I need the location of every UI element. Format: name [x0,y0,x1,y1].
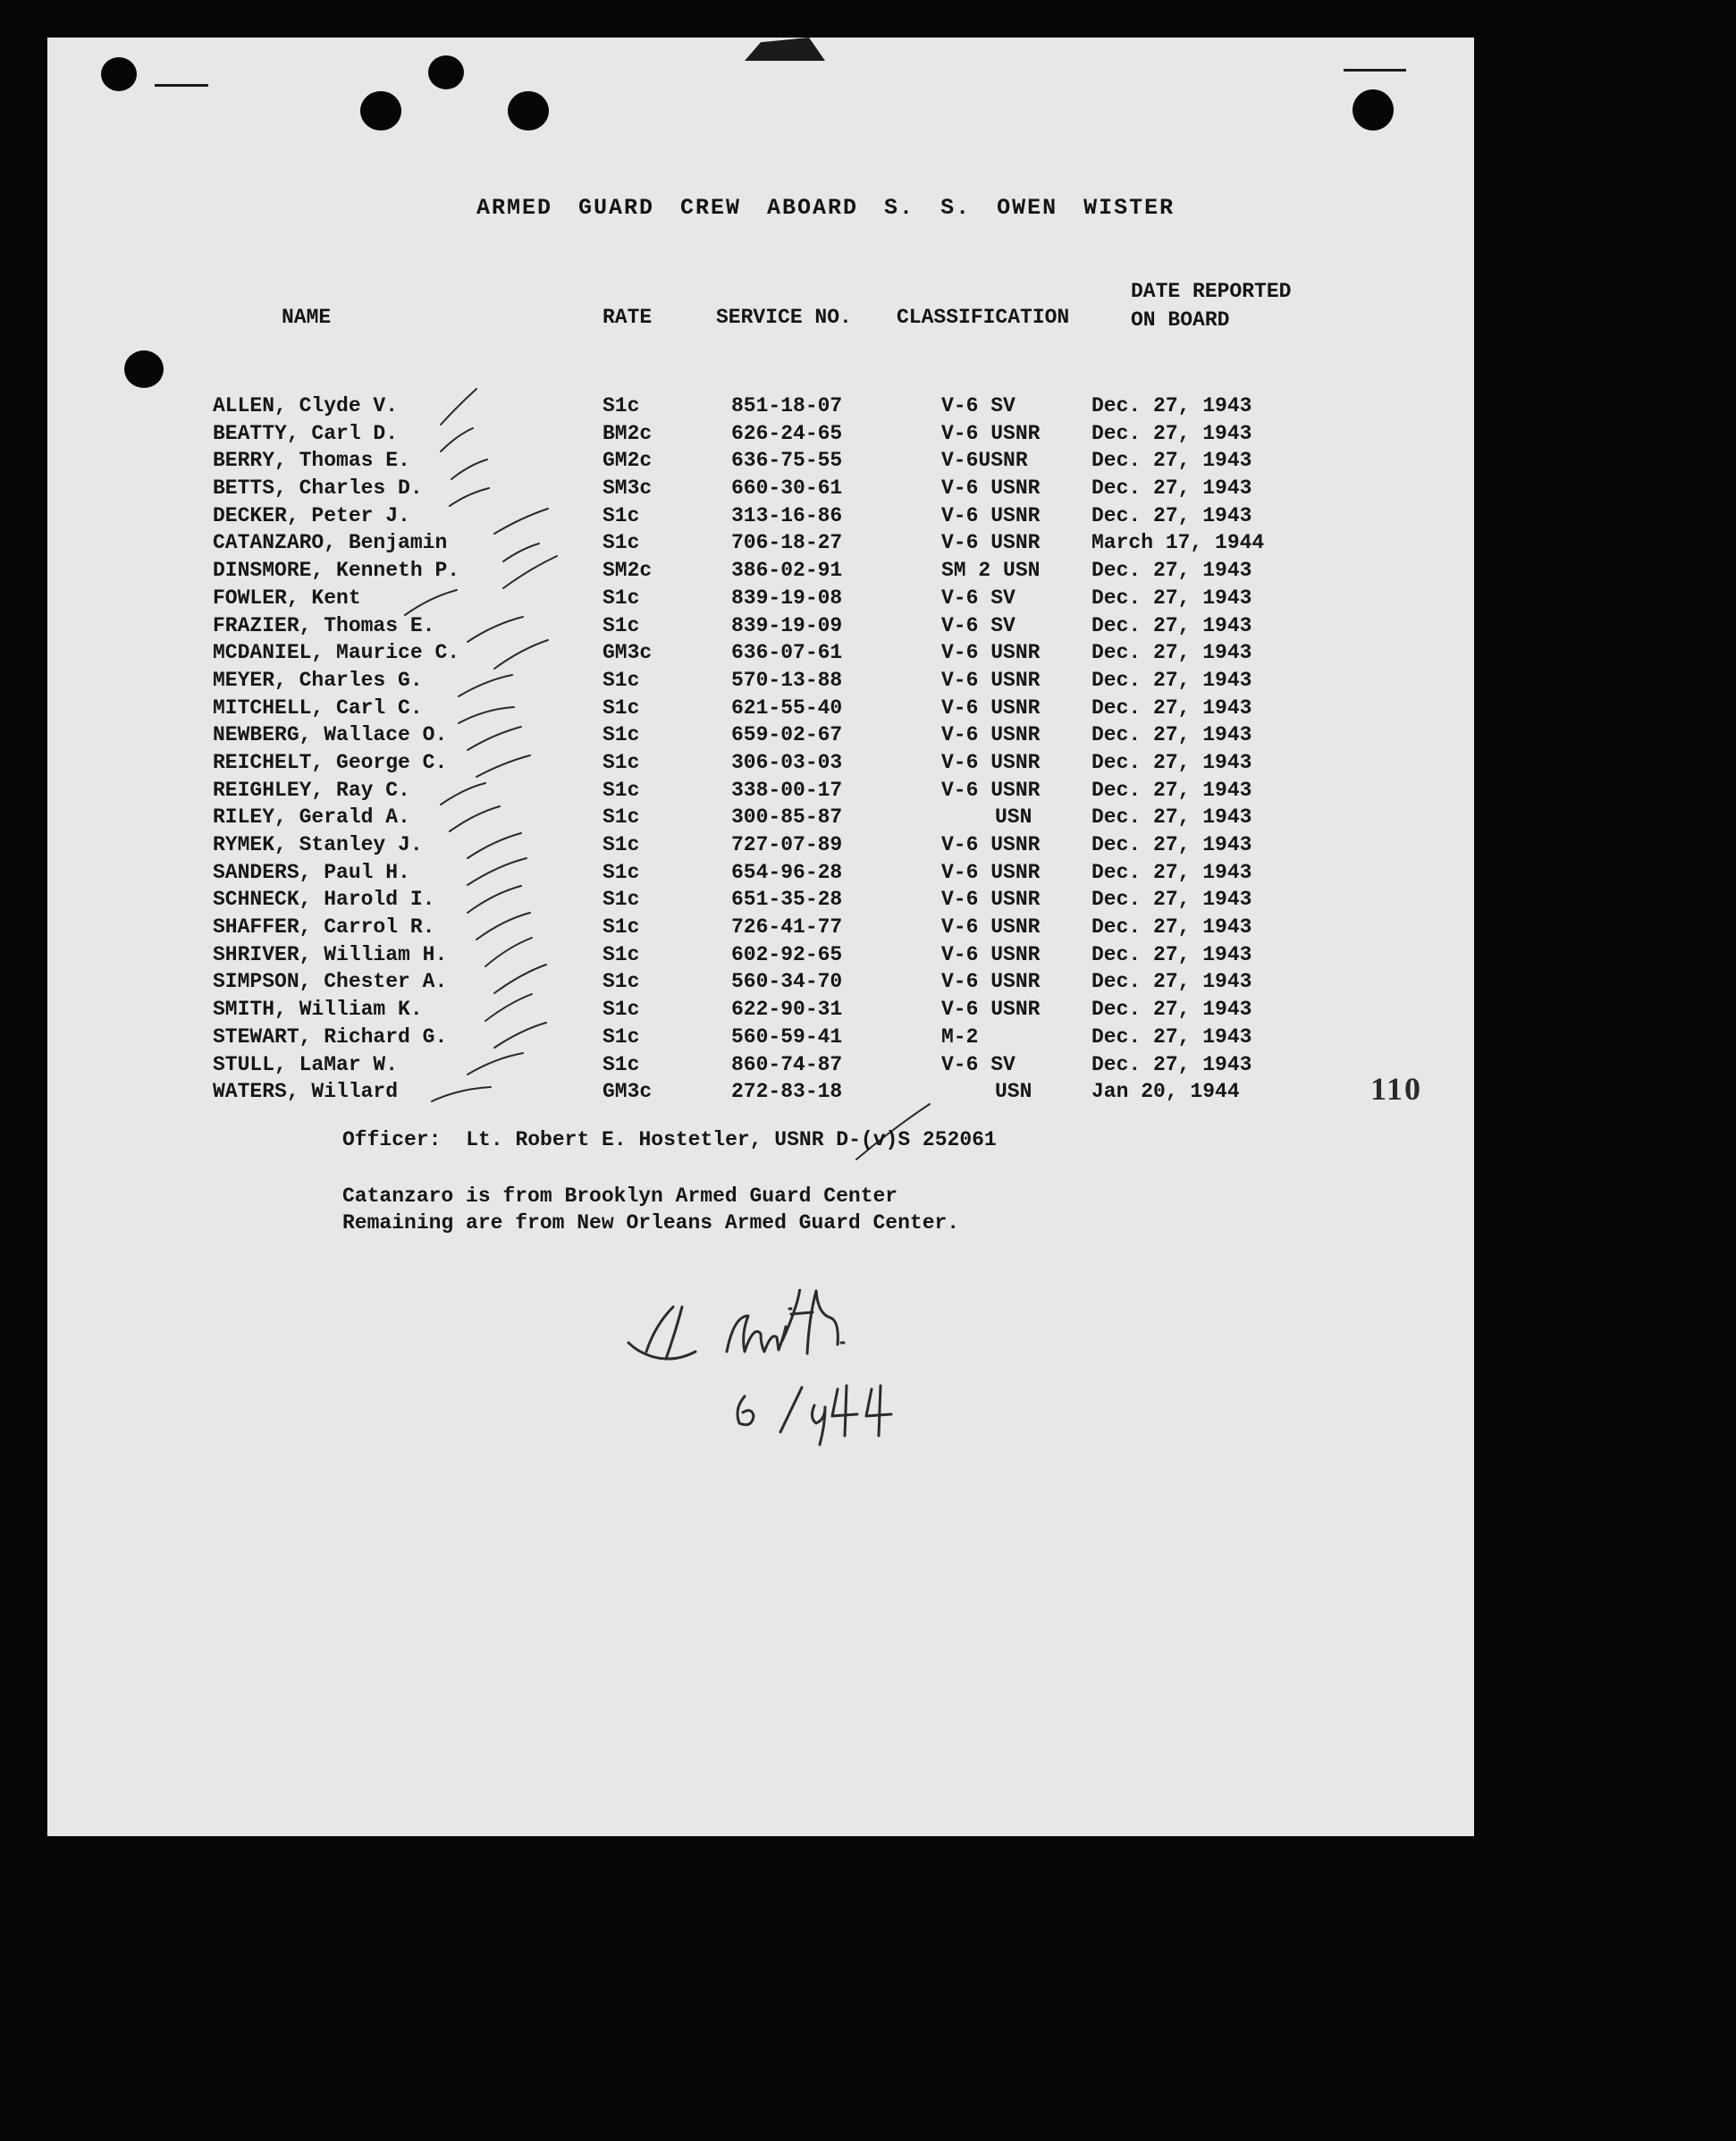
table-row [47,831,1474,859]
crew-classification: V-6 USNR [941,888,1041,912]
crew-name: SCHNECK, Harold I. [213,888,435,912]
crew-rate: SM3c [603,476,653,501]
table-row [47,721,1474,749]
crew-service-no: 636-07-61 [731,641,843,665]
crew-service-no: 651-35-28 [731,888,843,912]
crew-classification: V-6 USNR [941,778,1041,802]
table-row [47,392,1474,420]
table-row [47,695,1474,722]
crew-rate: S1c [603,723,640,747]
header-service-no: SERVICE NO. [716,306,852,329]
crew-classification: SM 2 USN [941,559,1041,583]
crew-name: MITCHELL, Carl C. [213,695,423,720]
scan-mark [1344,69,1406,72]
crew-classification: USN [995,805,1032,830]
crew-classification: V-6 SV [941,613,1015,637]
crew-classification: V-6 USNR [941,476,1041,501]
crew-date: Dec. 27, 1943 [1091,668,1252,692]
crew-name: REIGHLEY, Ray C. [213,778,410,802]
crew-rate: S1c [603,970,640,994]
crew-service-no: 560-59-41 [731,1024,843,1049]
header-classification: CLASSIFICATION [897,306,1070,329]
crew-service-no: 300-85-87 [731,805,843,830]
crew-rate: S1c [603,860,640,884]
crew-name: DECKER, Peter J. [213,503,410,527]
crew-service-no: 654-96-28 [731,860,843,884]
officer-name: Lt. Robert E. Hostetler, USNR D-(v)S 252061 [466,1128,997,1151]
crew-classification: V-6 USNR [941,833,1041,856]
crew-classification: V-6 USNR [941,970,1041,994]
crew-service-no: 727-07-89 [731,833,843,856]
crew-name: SHAFFER, Carrol R. [213,915,435,940]
crew-date: Dec. 27, 1943 [1091,915,1252,940]
crew-classification: V-6 USNR [941,421,1041,445]
crew-rate: S1c [603,833,640,856]
crew-service-no: 839-19-09 [731,613,843,637]
crew-name: RILEY, Gerald A. [213,805,410,830]
table-row [47,585,1474,612]
crew-service-no: 626-24-65 [731,421,843,445]
crew-classification: V-6 SV [941,1052,1015,1076]
table-row [47,804,1474,831]
table-row [47,1078,1474,1106]
crew-name: SMITH, William K. [213,998,423,1022]
crew-classification: V-6 USNR [941,915,1041,940]
crew-rate: S1c [603,503,640,527]
header-date-reported [1131,277,1291,334]
crew-name: FOWLER, Kent [213,586,361,610]
table-row [47,749,1474,777]
table-row [47,447,1474,475]
table-row [47,941,1474,969]
crew-service-no: 313-16-86 [731,503,843,527]
table-row [47,529,1474,557]
crew-rate: GM3c [603,641,653,665]
crew-name: STEWART, Richard G. [213,1024,448,1049]
punch-hole [124,350,164,388]
handwritten-signature [619,1289,906,1468]
crew-rate: S1c [603,586,640,610]
crew-service-no: 860-74-87 [731,1052,843,1076]
crew-rate: S1c [603,998,640,1022]
crew-date: Jan 20, 1944 [1091,1080,1240,1104]
crew-name: CATANZARO, Benjamin [213,531,448,555]
crew-date: Dec. 27, 1943 [1091,695,1252,720]
crew-service-no: 660-30-61 [731,476,843,501]
table-row [47,639,1474,667]
crew-rate: S1c [603,1052,640,1076]
crew-classification: V-6 USNR [941,723,1041,747]
crew-date: Dec. 27, 1943 [1091,833,1252,856]
crew-rate: S1c [603,531,640,555]
table-row [47,1051,1474,1079]
scan-mark [745,38,825,61]
crew-date: Dec. 27, 1943 [1091,970,1252,994]
crew-service-no: 272-83-18 [731,1080,843,1104]
crew-service-no: 636-75-55 [731,449,843,473]
crew-name: BEATTY, Carl D. [213,421,399,445]
crew-rate: S1c [603,778,640,802]
crew-rate: S1c [603,750,640,774]
table-row [47,502,1474,530]
header-rate: RATE [603,306,653,329]
crew-service-no: 338-00-17 [731,778,843,802]
table-row [47,612,1474,640]
crew-table [47,392,1474,1106]
crew-date: Dec. 27, 1943 [1091,805,1252,830]
crew-rate: SM2c [603,559,653,583]
crew-date: Dec. 27, 1943 [1091,503,1252,527]
table-row [47,475,1474,502]
punch-hole [1353,89,1394,131]
crew-rate: S1c [603,915,640,940]
header-date-line1: DATE REPORTED [1131,280,1292,303]
crew-rate: S1c [603,805,640,830]
crew-date: Dec. 27, 1943 [1091,860,1252,884]
table-row [47,859,1474,887]
crew-name: SIMPSON, Chester A. [213,970,448,994]
crew-service-no: 560-34-70 [731,970,843,994]
crew-service-no: 622-90-31 [731,998,843,1022]
crew-classification: M-2 [941,1024,979,1049]
punch-hole [360,91,401,131]
crew-name: NEWBERG, Wallace O. [213,723,448,747]
crew-classification: V-6 USNR [941,860,1041,884]
crew-date: Dec. 27, 1943 [1091,586,1252,610]
crew-date: Dec. 27, 1943 [1091,942,1252,966]
crew-date: Dec. 27, 1943 [1091,476,1252,501]
crew-date: Dec. 27, 1943 [1091,750,1252,774]
document-title: ARMED GUARD CREW ABOARD S. S. OWEN WISTER [476,195,1176,221]
crew-service-no: 570-13-88 [731,668,843,692]
crew-name: ALLEN, Clyde V. [213,394,399,417]
crew-service-no: 726-41-77 [731,915,843,940]
page-number: 110 [1370,1071,1423,1107]
table-row [47,886,1474,914]
document-page [47,38,1474,1836]
punch-hole [428,55,464,89]
crew-rate: S1c [603,668,640,692]
crew-classification: V-6 USNR [941,942,1041,966]
table-row [47,667,1474,695]
crew-name: STULL, LaMar W. [213,1052,399,1076]
crew-service-no: 706-18-27 [731,531,843,555]
crew-date: Dec. 27, 1943 [1091,613,1252,637]
crew-date: Dec. 27, 1943 [1091,449,1252,473]
table-row [47,557,1474,585]
table-row [47,1024,1474,1051]
crew-name: RYMEK, Stanley J. [213,833,423,856]
crew-name: DINSMORE, Kenneth P. [213,559,460,583]
crew-name: REICHELT, George C. [213,750,448,774]
table-row [47,996,1474,1024]
crew-date: Dec. 27, 1943 [1091,888,1252,912]
crew-name: WATERS, Willard [213,1080,399,1104]
officer-label: Officer: [342,1128,442,1151]
crew-name: FRAZIER, Thomas E. [213,613,435,637]
crew-date: Dec. 27, 1943 [1091,1052,1252,1076]
crew-date: Dec. 27, 1943 [1091,394,1252,417]
punch-hole [508,91,549,131]
crew-name: SHRIVER, William H. [213,942,448,966]
crew-rate: S1c [603,695,640,720]
table-row [47,968,1474,996]
crew-classification: V-6USNR [941,449,1028,473]
crew-date: March 17, 1944 [1091,531,1265,555]
crew-service-no: 659-02-67 [731,723,843,747]
officer-line [342,1128,997,1151]
crew-rate: S1c [603,394,640,417]
crew-date: Dec. 27, 1943 [1091,998,1252,1022]
crew-classification: V-6 SV [941,394,1015,417]
note-line-2: Remaining are from New Orleans Armed Guard Center. [342,1211,960,1235]
crew-rate: S1c [603,1024,640,1049]
crew-classification: V-6 USNR [941,503,1041,527]
header-name: NAME [282,306,332,329]
table-row [47,914,1474,941]
crew-service-no: 306-03-03 [731,750,843,774]
crew-rate: S1c [603,888,640,912]
crew-rate: S1c [603,613,640,637]
crew-classification: USN [995,1080,1032,1104]
table-row [47,777,1474,805]
punch-hole [101,57,137,91]
note-line-1: Catanzaro is from Brooklyn Armed Guard Center [342,1184,898,1208]
crew-classification: V-6 USNR [941,998,1041,1022]
crew-name: MEYER, Charles G. [213,668,423,692]
crew-name: SANDERS, Paul H. [213,860,410,884]
crew-date: Dec. 27, 1943 [1091,723,1252,747]
crew-name: BERRY, Thomas E. [213,449,410,473]
crew-classification: V-6 USNR [941,531,1041,555]
crew-date: Dec. 27, 1943 [1091,778,1252,802]
crew-rate: GM3c [603,1080,653,1104]
crew-date: Dec. 27, 1943 [1091,641,1252,665]
crew-date: Dec. 27, 1943 [1091,559,1252,583]
crew-service-no: 602-92-65 [731,942,843,966]
crew-classification: V-6 USNR [941,695,1041,720]
crew-classification: V-6 USNR [941,641,1041,665]
crew-service-no: 851-18-07 [731,394,843,417]
crew-service-no: 621-55-40 [731,695,843,720]
crew-name: BETTS, Charles D. [213,476,423,501]
crew-classification: V-6 SV [941,586,1015,610]
header-date-line2: ON BOARD [1131,308,1230,332]
crew-date: Dec. 27, 1943 [1091,1024,1252,1049]
scan-mark [155,84,208,87]
crew-rate: GM2c [603,449,653,473]
crew-classification: V-6 USNR [941,668,1041,692]
table-row [47,420,1474,448]
crew-classification: V-6 USNR [941,750,1041,774]
crew-rate: S1c [603,942,640,966]
crew-date: Dec. 27, 1943 [1091,421,1252,445]
crew-service-no: 839-19-08 [731,586,843,610]
crew-service-no: 386-02-91 [731,559,843,583]
crew-name: MCDANIEL, Maurice C. [213,641,460,665]
crew-rate: BM2c [603,421,653,445]
